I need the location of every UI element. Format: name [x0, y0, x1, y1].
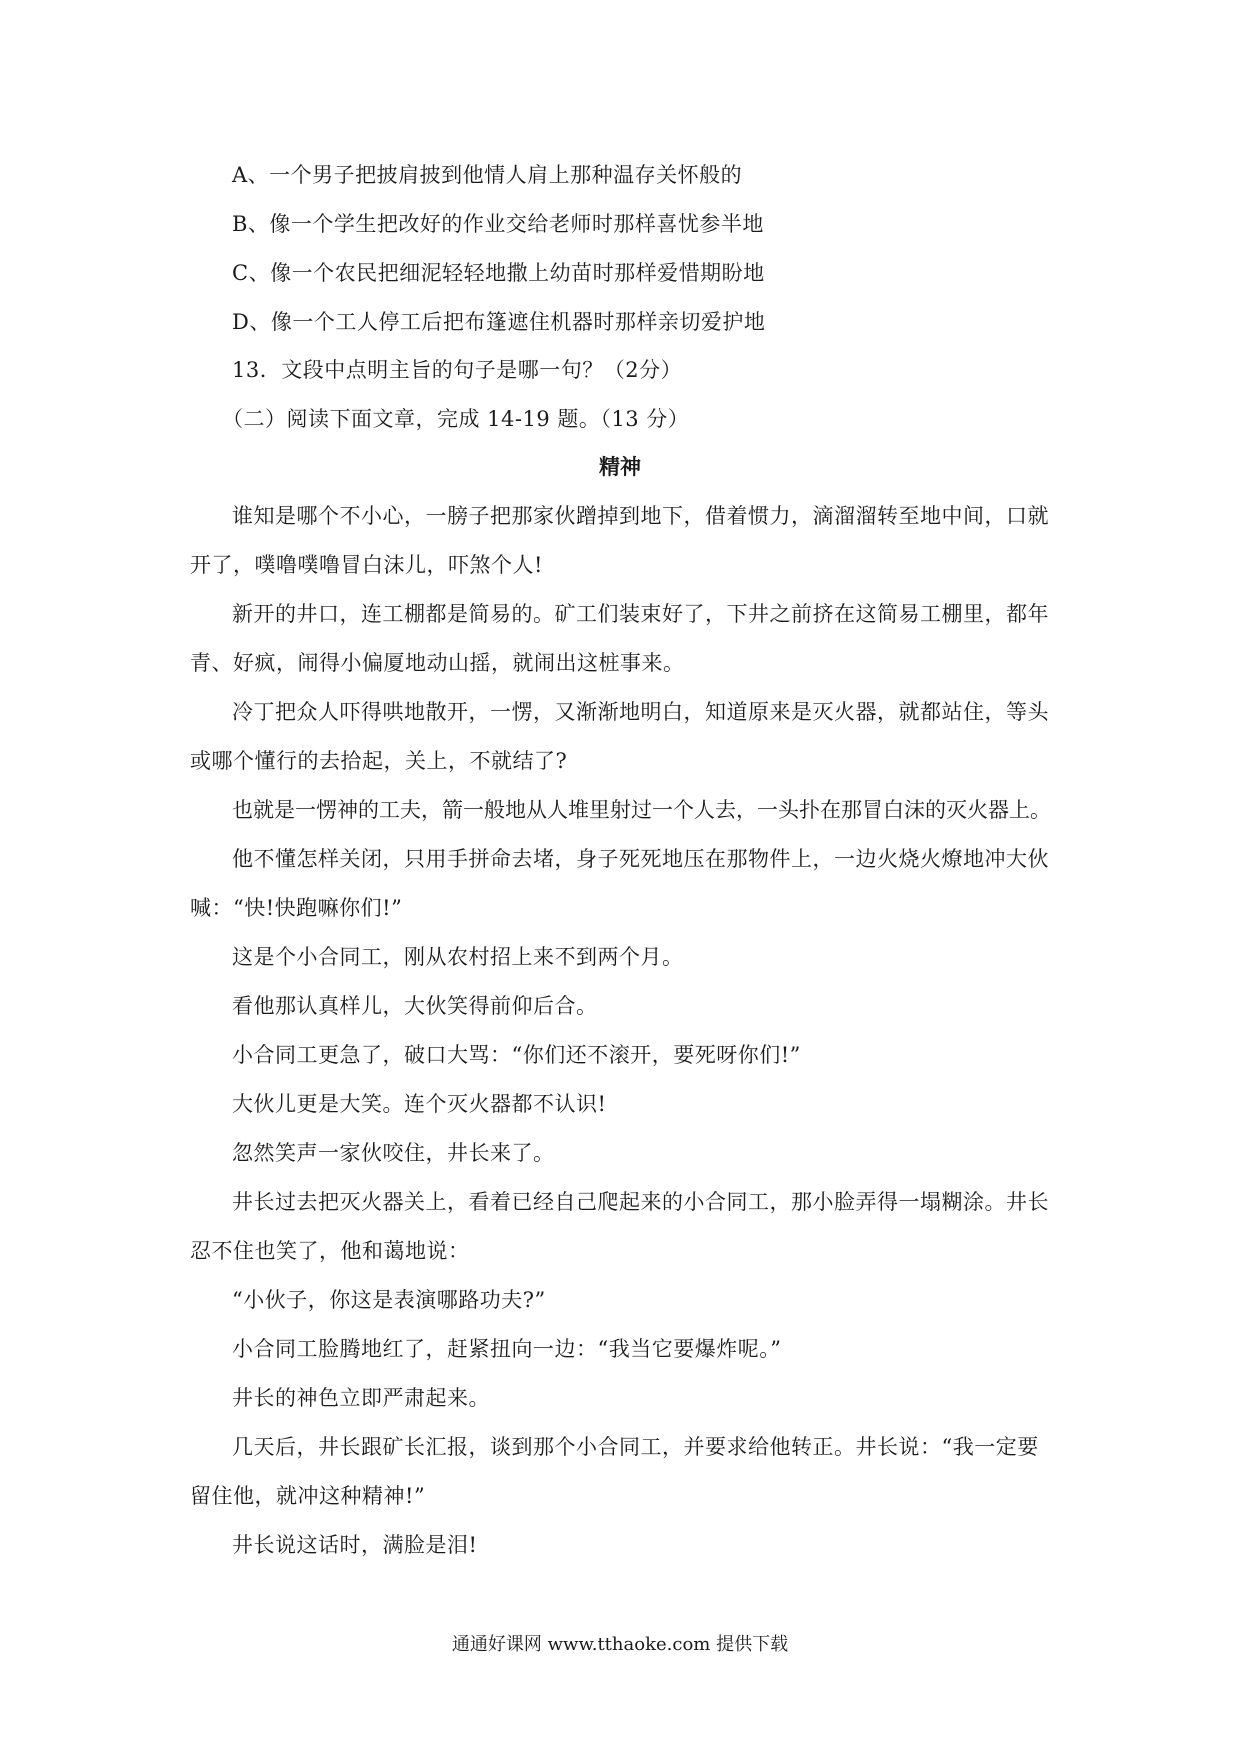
paragraph-2-line-2: 青、好疯，闹得小偏厦地动山摇，就闹出这桩事来。: [190, 651, 685, 675]
paragraph-3-line-2: 或哪个懂行的去拾起，关上，不就结了?: [190, 749, 568, 773]
paragraph-11-line-1: 井长过去把灭火器关上，看着已经自己爬起来的小合同工，那小脸弄得一塌糊涂。井长: [232, 1190, 1049, 1214]
paragraph-4: 也就是一愣神的工夫，箭一般地从人堆里射过一个人去，一头扑在那冒白沫的灭火器上。: [232, 798, 1051, 822]
paragraph-15-line-2: 留住他，就冲这种精神!”: [190, 1484, 426, 1508]
paragraph-7: 看他那认真样儿，大伙笑得前仰后合。: [232, 994, 598, 1018]
section-2-intro: （二）阅读下面文章，完成 14-19 题。（13 分）: [222, 407, 690, 431]
paragraph-9: 大伙儿更是大笑。连个灭火器都不认识!: [232, 1092, 607, 1116]
paragraph-13: 小合同工脸腾地红了，赶紧扭向一边：“我当它要爆炸呢。”: [232, 1337, 782, 1361]
paragraph-1-line-1: 谁知是哪个不小心，一膀子把那家伙蹭掉到地下，借着惯力，滴溜溜转至地中间，口就: [232, 504, 1049, 528]
option-b: B、像一个学生把改好的作业交给老师时那样喜忧参半地: [232, 212, 764, 236]
page-footer: 通通好课网 www.tthaoke.com 提供下载: [451, 1634, 789, 1655]
option-a: A、一个男子把披肩披到他情人肩上那种温存关怀般的: [232, 163, 743, 187]
paragraph-5-line-2: 喊：“快!快跑嘛你们!”: [190, 896, 403, 920]
paragraph-11-line-2: 忍不住也笑了，他和蔼地说：: [190, 1239, 470, 1263]
article-title: 精神: [599, 454, 641, 479]
paragraph-5-line-1: 他不懂怎样关闭，只用手拼命去堵，身子死死地压在那物件上，一边火烧火燎地冲大伙: [232, 847, 1049, 871]
paragraph-10: 忽然笑声一家伙咬住，井长来了。: [232, 1141, 555, 1165]
paragraph-16: 井长说这话时，满脸是泪!: [232, 1533, 478, 1557]
paragraph-14: 井长的神色立即严肃起来。: [232, 1386, 490, 1410]
paragraph-15-line-1: 几天后，井长跟矿长汇报，谈到那个小合同工，并要求给他转正。井长说：“我一定要: [232, 1435, 1039, 1459]
option-c: C、像一个农民把细泥轻轻地撒上幼苗时那样爱惜期盼地: [232, 261, 765, 285]
paragraph-6: 这是个小合同工，刚从农村招上来不到两个月。: [232, 945, 684, 969]
paragraph-8: 小合同工更急了，破口大骂：“你们还不滚开，要死呀你们!”: [232, 1043, 801, 1067]
paragraph-12: “小伙子，你这是表演哪路功夫?”: [232, 1288, 546, 1312]
option-d: D、像一个工人停工后把布篷遮住机器时那样亲切爱护地: [232, 310, 766, 334]
paragraph-3-line-1: 冷丁把众人吓得哄地散开，一愣，又渐渐地明白，知道原来是灭火器，就都站住，等头: [232, 700, 1049, 724]
paragraph-1-line-2: 开了，噗噜噗噜冒白沫儿，吓煞个人!: [190, 553, 543, 577]
question-13: 13．文段中点明主旨的句子是哪一句？（2分）: [232, 358, 683, 382]
paragraph-2-line-1: 新开的井口，连工棚都是简易的。矿工们装束好了，下井之前挤在这简易工棚里，都年: [232, 602, 1049, 626]
